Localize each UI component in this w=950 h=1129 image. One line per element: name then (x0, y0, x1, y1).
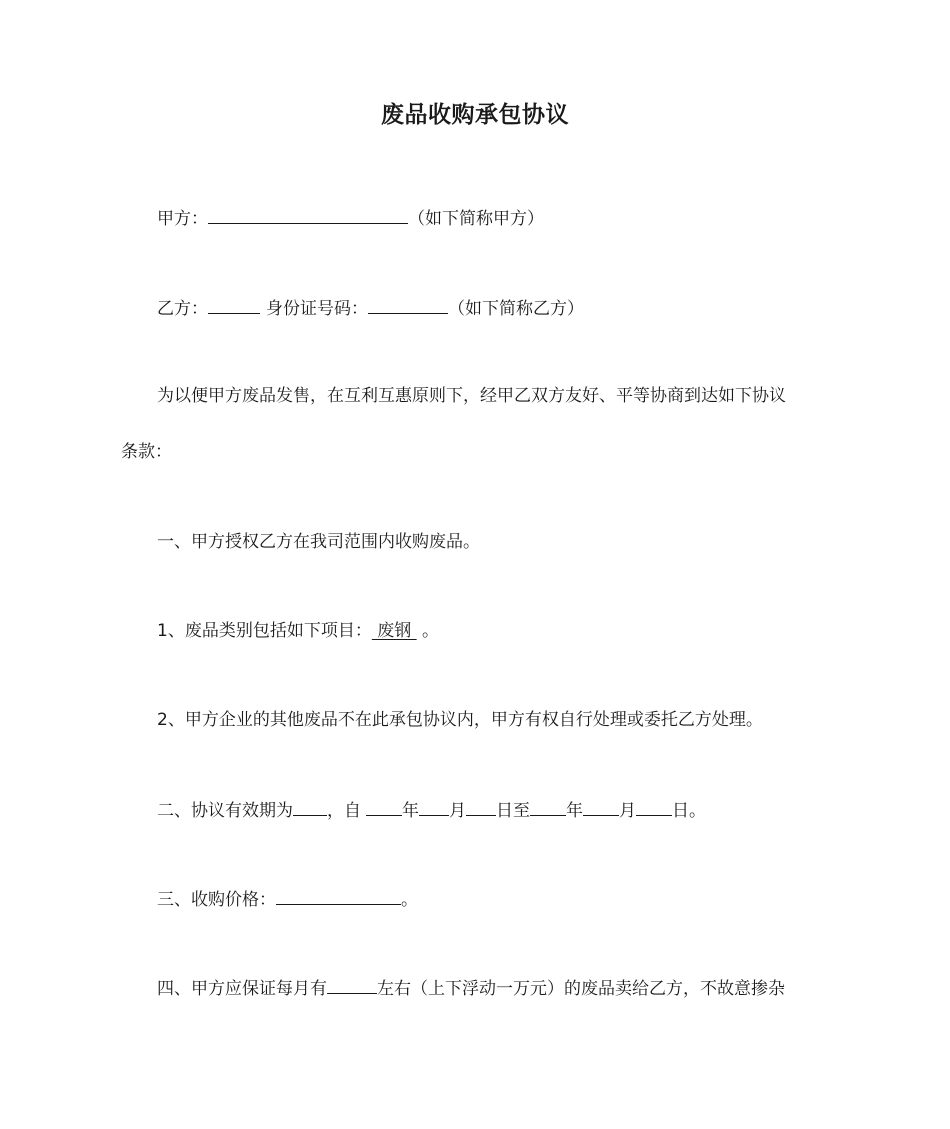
party-b-suffix: （如下简称乙方） (448, 299, 584, 319)
clause-4-lead: 四、甲方应保证每月有 (157, 979, 327, 999)
preamble-line-2: 条款： (121, 442, 172, 462)
clause-2-from: ，自 (327, 801, 361, 821)
party-b-label: 乙方： (157, 299, 208, 319)
party-b-id-blank (368, 295, 448, 314)
term-blank (293, 797, 327, 816)
clause-2-day2: 日。 (672, 801, 706, 821)
party-a-suffix: （如下简称甲方） (408, 209, 544, 229)
clause-1: 一、甲方授权乙方在我司范围内收购废品。 (157, 532, 480, 552)
party-b-name-blank (208, 295, 260, 314)
item-1-filled-value: 废钢 (371, 621, 417, 641)
clause-2-day1: 日至 (496, 801, 530, 821)
party-a-label: 甲方： (157, 209, 208, 229)
document-title: 废品收购承包协议 (381, 102, 569, 128)
clause-3-line (157, 886, 418, 912)
party-b-line (157, 295, 584, 321)
end-day-blank (636, 797, 672, 816)
clause-2-month1: 月 (449, 801, 466, 821)
start-day-blank (466, 797, 496, 816)
clause-3-lead: 三、收购价格： (157, 890, 276, 910)
item-1-text: 1、废品类别包括如下项目： (157, 621, 372, 641)
clause-2-month2: 月 (619, 801, 636, 821)
clause-4-rest: 左右（上下浮动一万元）的废品卖给乙方，不故意掺杂 (377, 979, 785, 999)
clause-2-year1: 年 (402, 801, 419, 821)
monthly-amount-blank (327, 975, 377, 994)
start-year-blank (366, 797, 402, 816)
item-1-end: 。 (422, 621, 440, 641)
clause-2-line (157, 797, 706, 823)
party-b-id-label: 身份证号码： (266, 299, 368, 319)
preamble-line-1: 为以便甲方废品发售，在互利互惠原则下，经甲乙双方友好、平等协商到达如下协议 (157, 386, 786, 406)
party-a-line (157, 205, 544, 231)
clause-2-lead: 二、协议有效期为 (157, 801, 293, 821)
item-2: 2、甲方企业的其他废品不在此承包协议内，甲方有权自行处理或委托乙方处理。 (157, 710, 763, 730)
clause-3-end: 。 (401, 890, 418, 910)
item-1-line (157, 619, 439, 643)
party-a-blank (208, 205, 408, 224)
end-month-blank (583, 797, 619, 816)
clause-4-line (157, 975, 785, 1001)
start-month-blank (419, 797, 449, 816)
end-year-blank (530, 797, 566, 816)
price-blank (276, 886, 401, 905)
clause-2-year2: 年 (566, 801, 583, 821)
